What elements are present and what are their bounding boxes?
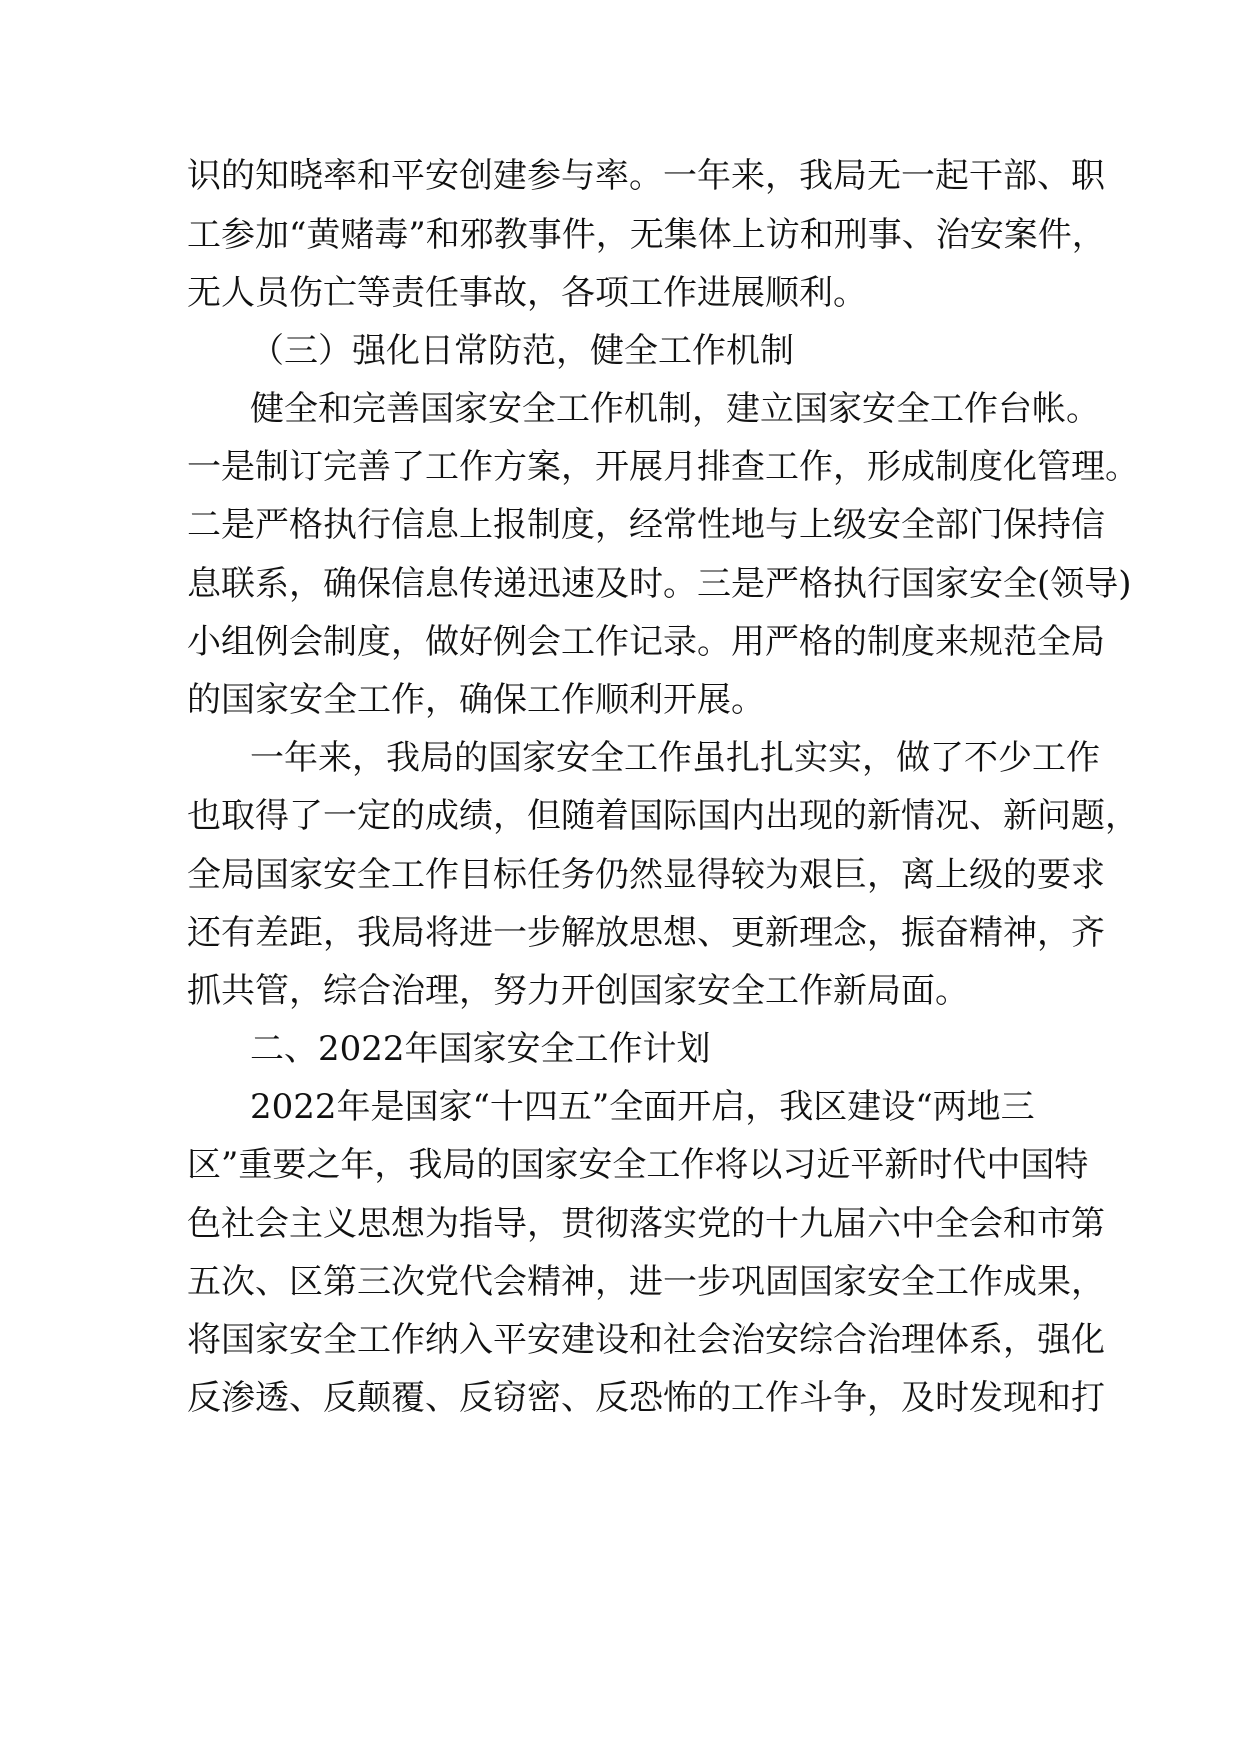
section-heading: 二、2022年国家安全工作计划 (250, 1029, 711, 1069)
section-heading: （三）强化日常防范，健全工作机制 (250, 331, 794, 371)
text-line: 一是制订完善了工作方案，开展月排查工作，形成制度化管理。 (187, 447, 1139, 487)
text-line: 区”重要之年，我局的国家安全工作将以习近平新时代中国特 (187, 1145, 1089, 1185)
text-line: 五次、区第三次党代会精神，进一步巩固国家安全工作成果， (187, 1262, 1105, 1302)
text-line: 息联系，确保信息传递迅速及时。三是严格执行国家安全(领导) (187, 564, 1132, 604)
text-line: 二是严格执行信息上报制度，经常性地与上级安全部门保持信 (187, 505, 1105, 545)
text-line: 2022年是国家“十四五”全面开启，我区建设“两地三 (250, 1087, 1035, 1127)
text-line: 反渗透、反颠覆、反窃密、反恐怖的工作斗争，及时发现和打 (187, 1378, 1105, 1418)
text-line: 一年来，我局的国家安全工作虽扎扎实实，做了不少工作 (250, 738, 1100, 778)
text-line: 将国家安全工作纳入平安建设和社会治安综合治理体系，强化 (187, 1320, 1105, 1360)
text-line: 识的知晓率和平安创建参与率。一年来，我局无一起干部、职 (187, 156, 1105, 196)
text-line: 工参加“黄赌毒”和邪教事件，无集体上访和刑事、治安案件， (187, 215, 1106, 255)
text-line: 的国家安全工作，确保工作顺利开展。 (187, 680, 765, 720)
text-line: 也取得了一定的成绩，但随着国际国内出现的新情况、新问题， (187, 796, 1139, 836)
text-line: 还有差距，我局将进一步解放思想、更新理念，振奋精神，齐 (187, 913, 1105, 953)
text-line: 抓共管，综合治理，努力开创国家安全工作新局面。 (187, 971, 969, 1011)
text-line: 全局国家安全工作目标任务仍然显得较为艰巨，离上级的要求 (187, 855, 1105, 895)
text-line: 色社会主义思想为指导，贯彻落实党的十九届六中全会和市第 (187, 1204, 1105, 1244)
text-line: 无人员伤亡等责任事故，各项工作进展顺利。 (187, 273, 867, 313)
text-line: 健全和完善国家安全工作机制，建立国家安全工作台帐。 (250, 389, 1100, 429)
text-line: 小组例会制度，做好例会工作记录。用严格的制度来规范全局 (187, 622, 1105, 662)
